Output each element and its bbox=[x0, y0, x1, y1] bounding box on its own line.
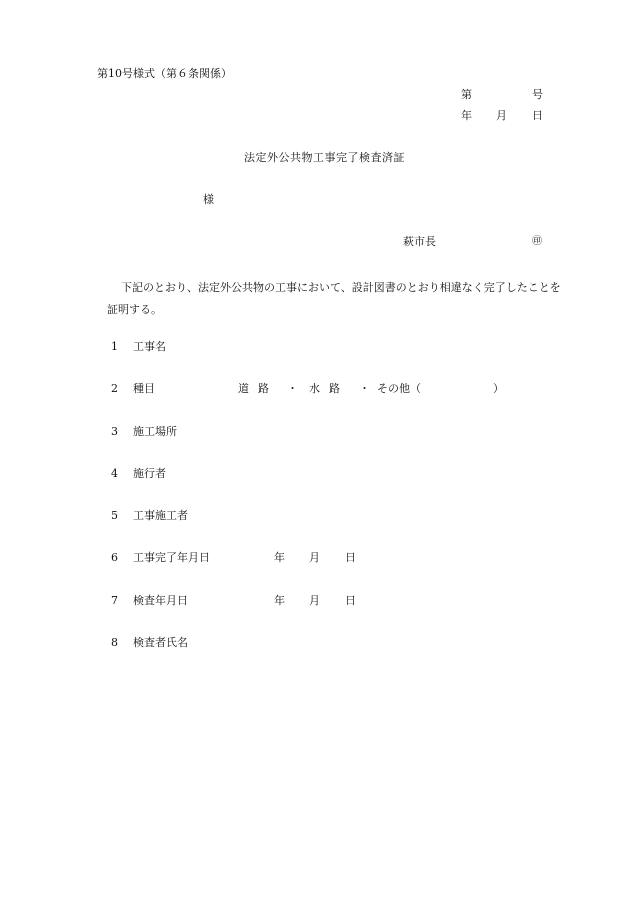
date-day: 日 bbox=[345, 551, 356, 564]
date-month: 月 bbox=[309, 594, 320, 607]
document-number-prefix: 第 bbox=[461, 88, 472, 101]
item-number: 8 bbox=[111, 636, 118, 649]
document-number-suffix: 号 bbox=[532, 88, 543, 101]
issuer-name: 萩市長 bbox=[403, 235, 436, 248]
item-label: 工事施工者 bbox=[133, 509, 188, 522]
item-construction-site bbox=[0, 425, 630, 439]
item-label: 検査者氏名 bbox=[133, 636, 188, 649]
item-type bbox=[0, 382, 630, 396]
option-separator: ・ bbox=[287, 382, 298, 395]
issue-date-month: 月 bbox=[496, 109, 507, 122]
certification-statement: 下記のとおり、法定外公共物の工事において、設計図書のとおり相違なく完了したことを証明する。 bbox=[107, 281, 561, 316]
option-waterway: 水路 bbox=[309, 382, 349, 395]
item-number: 5 bbox=[111, 509, 118, 522]
date-month: 月 bbox=[309, 551, 320, 564]
item-label: 種目 bbox=[133, 382, 155, 395]
issue-date-year: 年 bbox=[461, 109, 472, 122]
issue-date-day: 日 bbox=[532, 109, 543, 122]
option-other: その他（ bbox=[377, 382, 421, 395]
item-label: 工事名 bbox=[133, 340, 166, 353]
recipient-honorific: 様 bbox=[203, 193, 214, 206]
form-label: 第10号様式（第６条関係） bbox=[97, 67, 232, 80]
item-contractor bbox=[0, 509, 630, 523]
item-number: 4 bbox=[111, 467, 118, 480]
item-number: 1 bbox=[111, 340, 118, 353]
item-inspection-date bbox=[0, 594, 630, 608]
item-label: 施工場所 bbox=[133, 425, 177, 438]
option-road: 道路 bbox=[238, 382, 278, 395]
seal-mark: ㊞ bbox=[532, 236, 542, 247]
option-other-close: ） bbox=[493, 382, 504, 395]
item-inspector-name bbox=[0, 636, 630, 650]
document-title: 法定外公共物工事完了検査済証 bbox=[244, 151, 405, 164]
date-year: 年 bbox=[274, 594, 285, 607]
item-completion-date bbox=[0, 551, 630, 565]
option-separator: ・ bbox=[359, 382, 370, 395]
item-number: 6 bbox=[111, 551, 118, 564]
item-label: 検査年月日 bbox=[133, 594, 188, 607]
item-label: 施行者 bbox=[133, 467, 166, 480]
item-number: 2 bbox=[111, 382, 118, 395]
item-number: 7 bbox=[111, 594, 118, 607]
date-year: 年 bbox=[274, 551, 285, 564]
item-implementer bbox=[0, 467, 630, 481]
item-label: 工事完了年月日 bbox=[133, 551, 210, 564]
date-day: 日 bbox=[345, 594, 356, 607]
item-construction-name bbox=[0, 340, 630, 354]
item-number: 3 bbox=[111, 425, 118, 438]
